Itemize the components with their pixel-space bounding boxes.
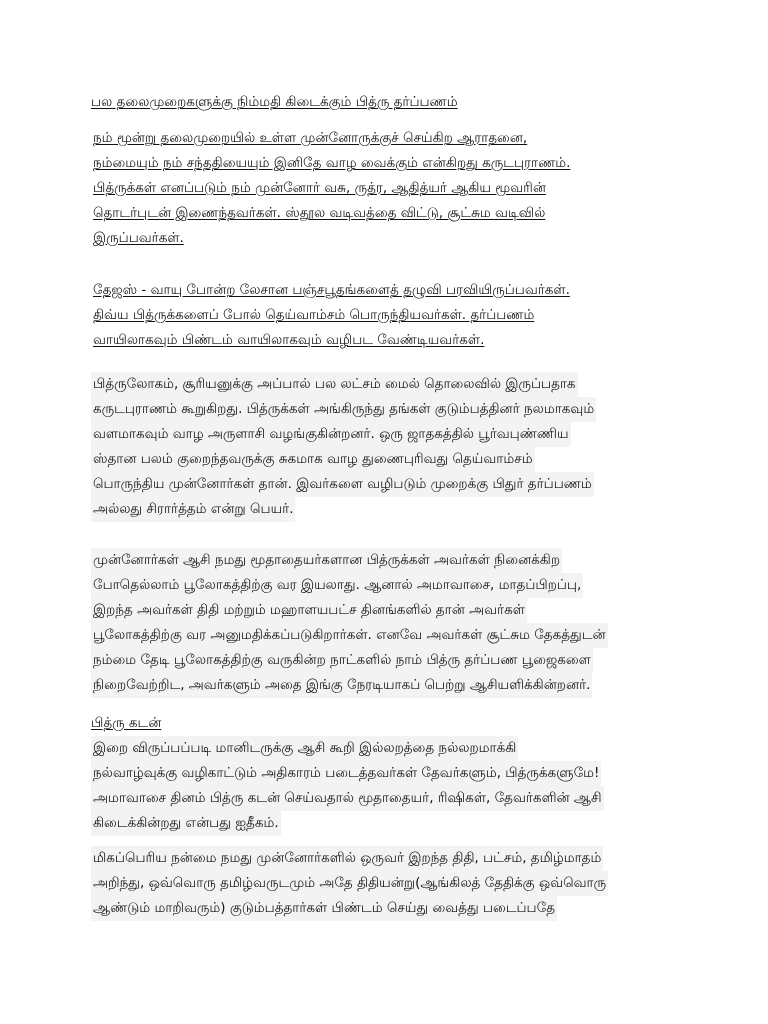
page-title: பல தலைமுறைகளுக்கு நிம்மதி கிடைக்கும் பித்ரு தர்ப்பணம் — [91, 94, 458, 110]
paragraph-6 — [91, 846, 681, 921]
text-line: ஸ்தான பலம் குறைந்தவருக்கு சுகமாக வாழ துணைபுரிவது தெய்வாம்சம் — [91, 447, 681, 472]
text-line: போதெல்லாம் பூலோகத்திற்கு வர இயலாது. ஆனால் அமாவாசை, மாதப்பிறப்பு, — [91, 573, 681, 598]
text-line: தொடர்புடன் இணைந்தவர்கள். ஸ்தூல வடிவத்தை விட்டு, சூட்சும வடிவில் — [93, 205, 546, 221]
text-line: மிகப்பெரிய நன்மை நமது முன்னோர்களில் ஒருவர் இறந்த திதி, பட்சம், தமிழ்மாதம் — [91, 846, 681, 871]
text-line: திவ்ய பித்ருக்களைப் போல் தெய்வாம்சம் பொருந்தியவர்கள். தர்ப்பணம் — [93, 307, 535, 323]
text-line: இறை விருப்பப்படி மானிடருக்கு ஆசி கூறி இல்லறத்தை நல்லறமாக்கி — [91, 736, 681, 761]
text-line: முன்னோர்கள் ஆசி நமது மூதாதையர்களான பித்ருக்கள் அவர்கள் நினைக்கிற — [91, 548, 681, 573]
text-line: ஆண்டும் மாறிவரும்) குடும்பத்தார்கள் பிண்டம் செய்து வைத்து படைப்பதே — [91, 896, 681, 921]
text-line: நல்வாழ்வுக்கு வழிகாட்டும் அதிகாரம் படைத்தவர்கள் தேவர்களும், பித்ருக்களுமே! — [91, 761, 681, 786]
text-line: கருடபுராணம் கூறுகிறது. பித்ருக்கள் அங்கிருந்து தங்கள் குடும்பத்தினர் நலமாகவும் — [91, 397, 681, 422]
text-line: நம்மை தேடி பூலோகத்திற்கு வருகின்ற நாட்களில் நாம் பித்ரு தர்ப்பண பூஜைகளை — [91, 648, 681, 673]
text-line: இறந்த அவர்கள் திதி மற்றும் மஹாளயபட்ச தினங்களில் தான் அவர்கள் — [91, 598, 681, 623]
text-line: அறிந்து, ஒவ்வொரு தமிழ்வருடமும் அதே திதியன்று(ஆங்கிலத் தேதிக்கு ஒவ்வொரு — [91, 871, 681, 896]
text-line: நிறைவேற்றிட, அவர்களும் அதை இங்கு நேரடியாகப் பெற்று ஆசியளிக்கின்றனர். — [91, 673, 681, 698]
text-line: அமாவாசை தினம் பித்ரு கடன் செய்வதால் மூதாதையர், ரிஷிகள், தேவர்களின் ஆசி — [91, 786, 681, 811]
text-line: வாயிலாகவும் பிண்டம் வாயிலாகவும் வழிபட வேண்டியவர்கள். — [93, 332, 485, 348]
text-line: இருப்பவர்கள். — [93, 230, 184, 246]
paragraph-3 — [91, 372, 681, 522]
text-line: பித்ருலோகம், சூரியனுக்கு அப்பால் பல லட்சம் மைல் தொலைவில் இருப்பதாக — [91, 372, 681, 397]
paragraph-1 — [91, 126, 681, 251]
text-line: அல்லது சிரார்த்தம் என்று பெயர். — [91, 497, 681, 522]
text-line: தேஜஸ் - வாயு போன்ற லேசான பஞ்சபூதங்களைத் தழுவி பரவியிருப்பவர்கள். — [93, 282, 570, 298]
text-line: வளமாகவும் வாழ அருளாசி வழங்குகின்றனர். ஒரு ஜாதகத்தில் பூர்வபுண்ணிய — [91, 422, 681, 447]
text-line: பொருந்திய முன்னோர்கள் தான். இவர்களை வழிபடும் முறைக்கு பிதுர் தர்ப்பணம் — [91, 472, 681, 497]
text-line: பூலோகத்திற்கு வர அனுமதிக்கப்படுகிறார்கள். எனவே அவர்கள் சூட்சும தேகத்துடன் — [91, 623, 681, 648]
text-line: கிடைக்கின்றது என்பது ஐதீகம். — [91, 811, 681, 836]
paragraph-4 — [91, 548, 681, 698]
text-line: பித்ருக்கள் எனப்படும் நம் முன்னோர் வசு, ருத்ர, ஆதித்யர் ஆகிய மூவரின் — [93, 180, 546, 196]
section-heading-pitru-debt: பித்ரு கடன் — [91, 715, 162, 731]
text-line: நம் மூன்று தலைமுறையில் உள்ள முன்னோருக்குச் செய்கிற ஆராதனை, — [93, 130, 528, 146]
paragraph-5 — [91, 736, 681, 836]
paragraph-2 — [91, 278, 681, 353]
text-line: நம்மையும் நம் சந்ததியையும் இனிதே வாழ வைக்கும் என்கிறது கருடபுராணம். — [93, 155, 571, 171]
